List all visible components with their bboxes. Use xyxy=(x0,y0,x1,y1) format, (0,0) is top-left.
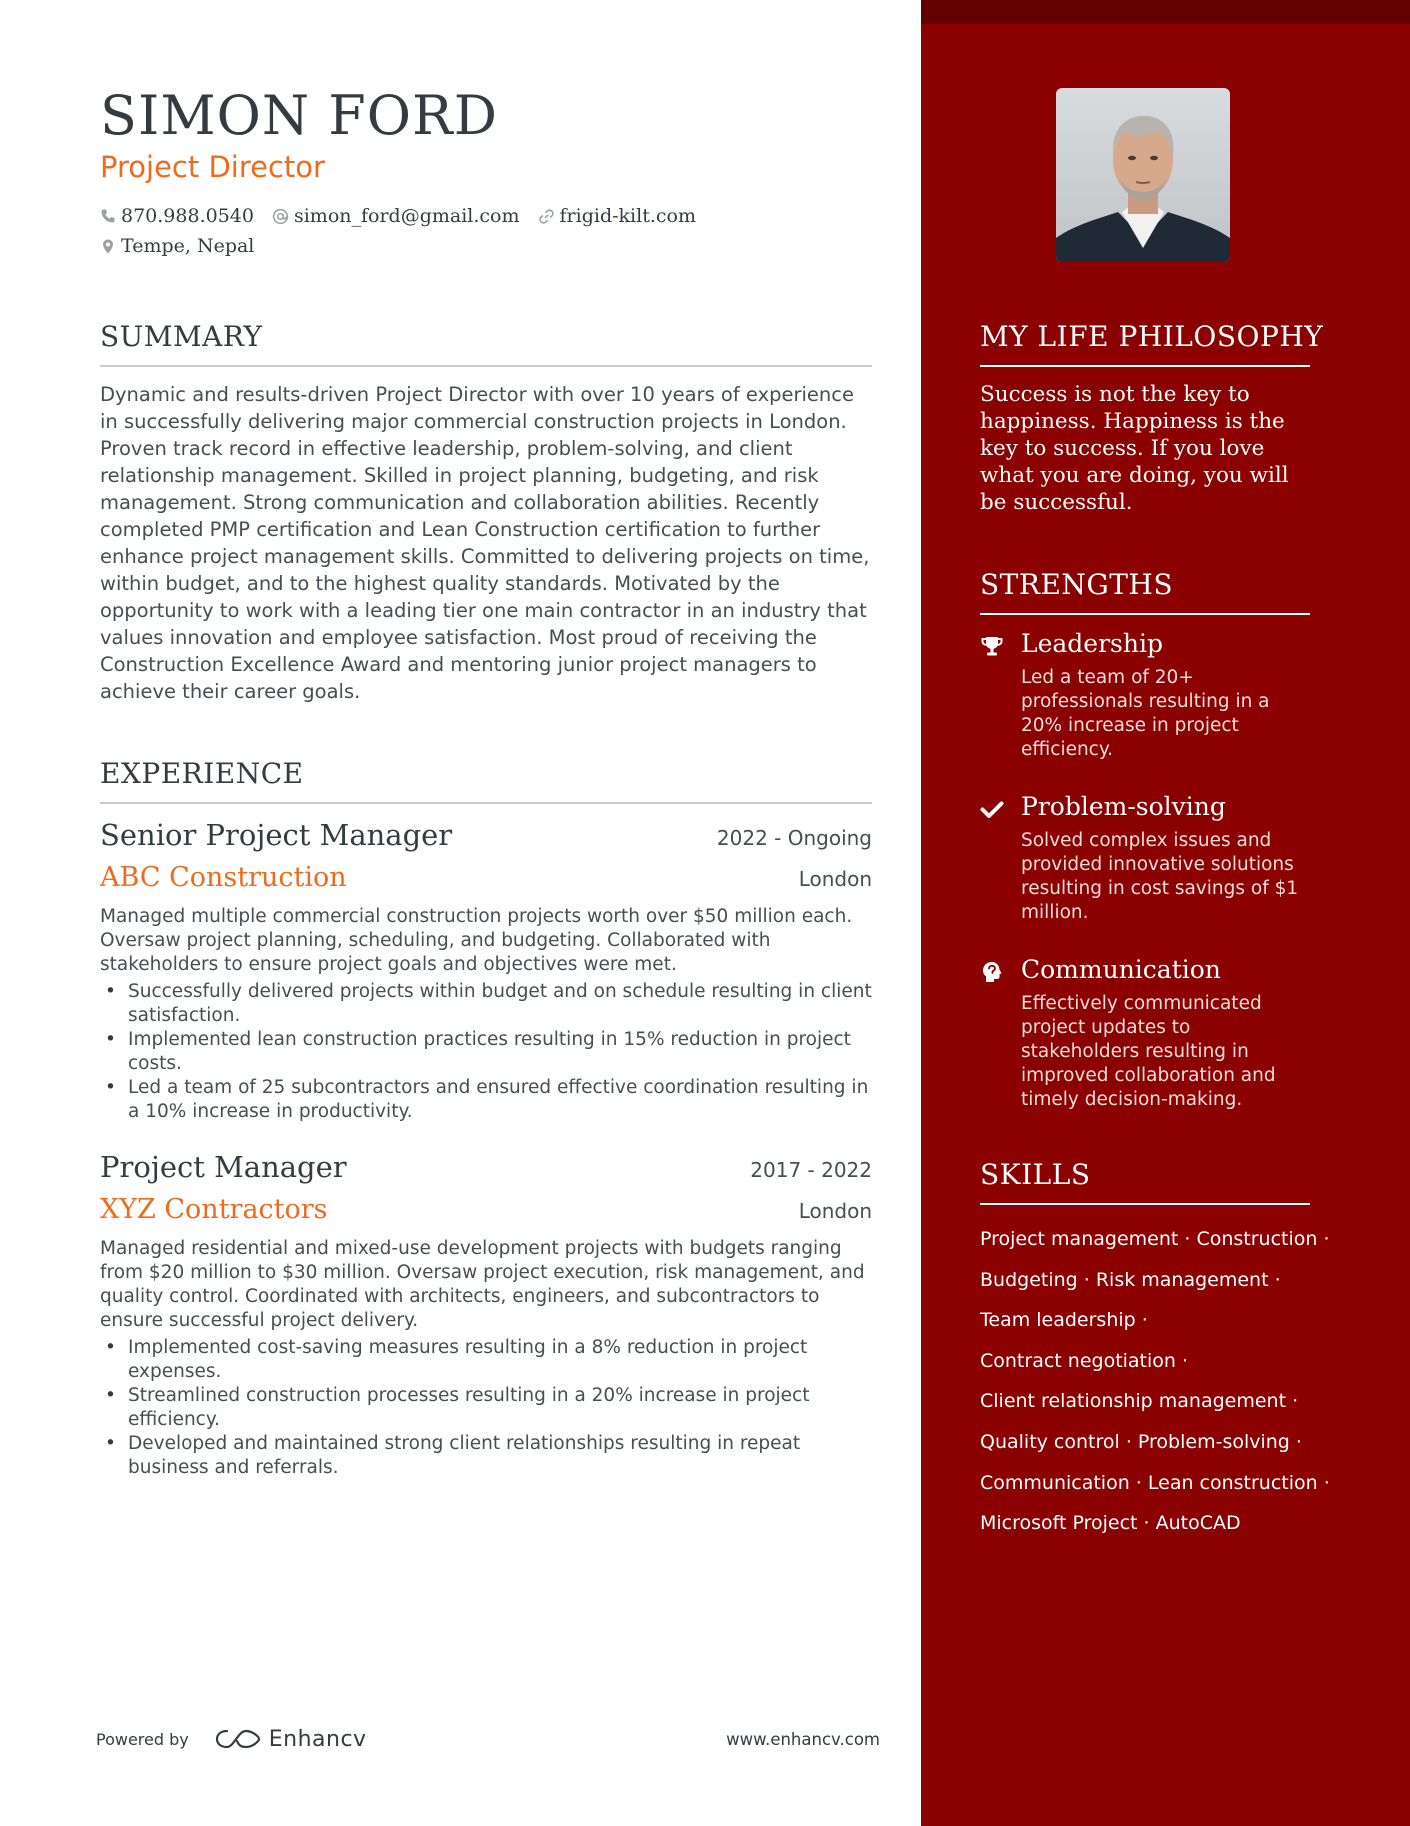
job-entry xyxy=(100,818,872,1124)
job-location: London xyxy=(798,867,872,891)
link-icon xyxy=(538,208,555,225)
job-company: XYZ Contractors xyxy=(100,1194,328,1225)
job-role: Project Manager xyxy=(100,1150,347,1184)
strength-title: Leadership xyxy=(1021,629,1163,658)
skills-line: Contract negotiation · xyxy=(980,1349,1189,1372)
sidebar-top-band xyxy=(921,0,1410,24)
email-text: simon_ford@gmail.com xyxy=(293,205,520,227)
head-speech-icon xyxy=(980,960,1004,984)
sidebar xyxy=(921,0,1410,1826)
checkmark-icon xyxy=(980,797,1004,821)
skills-line: Budgeting · Risk management · xyxy=(980,1268,1281,1291)
infinity-logo-icon xyxy=(215,1727,261,1751)
location-contact xyxy=(100,235,254,257)
strength-description: Effectively communicated project updates to stakeholders resulting in improved collaboration and timely decision-making. xyxy=(1021,993,1276,1110)
powered-by xyxy=(96,1727,367,1752)
phone-icon xyxy=(100,208,116,224)
skills-line: Client relationship management · xyxy=(980,1390,1299,1413)
experience-section xyxy=(100,757,872,1480)
job-achievements xyxy=(100,980,872,1124)
job-entry xyxy=(100,1150,872,1480)
profile-photo xyxy=(1056,88,1230,262)
strengths-heading: STRENGTHS xyxy=(980,568,1310,615)
footer-website[interactable]: www.enhancv.com xyxy=(726,1729,880,1749)
skills-heading: SKILLS xyxy=(980,1158,1310,1205)
strength-item xyxy=(980,629,1310,762)
summary-heading: SUMMARY xyxy=(100,320,872,367)
trophy-icon xyxy=(980,634,1004,658)
achievement-item: • Implemented cost-saving measures resulting in a 8% reduction in project expenses. xyxy=(100,1336,872,1384)
skills-line: Microsoft Project · AutoCAD xyxy=(980,1512,1241,1535)
skills-line: Project management · Construction · xyxy=(980,1228,1330,1250)
strength-title: Communication xyxy=(1021,955,1221,984)
enhancv-logo[interactable] xyxy=(215,1727,367,1752)
skills-line: Team leadership · xyxy=(980,1309,1148,1332)
summary-text: Dynamic and results-driven Project Director with over 10 years of experience in successfully delivering major commercial construction projects in London. Proven track record in effective leadership, problem-solving, and client relationship management. Skilled in project planning, budgeting, and risk management. Strong communication and collaboration abilities. Recently completed PMP certification and Lean Construction certification to further enhance project management skills. Committed to delivering projects on time, within budget, and to the highest quality standards. Motivated by the opportunity to work with a leading tier one main contractor in an industry that values innovation and employee satisfaction. Most proud of receiving the Construction Excellence Award and mentoring junior project managers to achieve their career goals. xyxy=(100,383,870,703)
job-dates: 2017 - 2022 xyxy=(750,1158,872,1182)
website-text: frigid-kilt.com xyxy=(559,205,696,227)
summary-section xyxy=(100,320,872,705)
skills-section xyxy=(980,1158,1330,1544)
achievement-item: • Implemented lean construction practices resulting in 15% reduction in project costs. xyxy=(100,1028,872,1076)
philosophy-section xyxy=(980,320,1324,516)
skills-line: Communication · Lean construction · xyxy=(980,1471,1330,1494)
job-company: ABC Construction xyxy=(100,862,347,893)
contact-info xyxy=(100,201,872,261)
experience-heading: EXPERIENCE xyxy=(100,757,872,804)
footer xyxy=(96,1722,880,1756)
strength-description: Led a team of 20+ professionals resulting in a 20% increase in project efficiency. xyxy=(1021,667,1270,760)
skills-line: Quality control · Problem-solving · xyxy=(980,1430,1302,1453)
candidate-title: Project Director xyxy=(100,150,325,184)
strength-item xyxy=(980,792,1310,925)
brand-name: Enhancv xyxy=(268,1726,367,1752)
website-contact[interactable] xyxy=(538,205,696,227)
job-description: Managed residential and mixed-use development projects with budgets ranging from $20 million to $30 million. Oversaw project execution, risk management, and quality control. Coordinated with architects, engineers, and subcontractors to ensure successful project delivery. xyxy=(100,1238,865,1331)
strength-item xyxy=(980,955,1310,1112)
job-description: Managed multiple commercial construction projects worth over $50 million each. Oversaw project planning, scheduling, and budgeting. Collaborated with stakeholders to ensure project goals and objectives were met. xyxy=(100,906,853,975)
job-location: London xyxy=(798,1199,872,1223)
strengths-section xyxy=(980,568,1310,1112)
at-icon xyxy=(272,208,289,225)
achievement-item: • Led a team of 25 subcontractors and ensured effective coordination resulting in a 10% increase in productivity. xyxy=(100,1076,872,1124)
strength-title: Problem-solving xyxy=(1021,792,1226,821)
email-contact[interactable] xyxy=(272,205,520,227)
job-achievements xyxy=(100,1336,872,1480)
philosophy-heading: MY LIFE PHILOSOPHY xyxy=(980,320,1310,367)
phone-contact[interactable] xyxy=(100,205,254,227)
philosophy-quote: Success is not the key to happiness. Happiness is the key to success. If you love what you are doing, you will be successful. xyxy=(980,382,1289,515)
location-text: Tempe, Nepal xyxy=(121,235,255,257)
achievement-item: • Developed and maintained strong client relationships resulting in repeat business and referrals. xyxy=(100,1432,872,1480)
phone-text: 870.988.0540 xyxy=(121,205,254,227)
powered-by-label: Powered by xyxy=(96,1729,189,1749)
achievement-item: • Successfully delivered projects within budget and on schedule resulting in client satisfaction. xyxy=(100,980,872,1028)
job-dates: 2022 - Ongoing xyxy=(716,826,872,850)
skills-list xyxy=(980,1219,1330,1544)
strength-description: Solved complex issues and provided innovative solutions resulting in cost savings of $1 million. xyxy=(1021,830,1299,923)
candidate-name: SIMON FORD xyxy=(100,84,498,147)
job-role: Senior Project Manager xyxy=(100,818,453,852)
location-pin-icon xyxy=(100,238,116,255)
achievement-item: • Streamlined construction processes resulting in a 20% increase in project efficiency. xyxy=(100,1384,872,1432)
